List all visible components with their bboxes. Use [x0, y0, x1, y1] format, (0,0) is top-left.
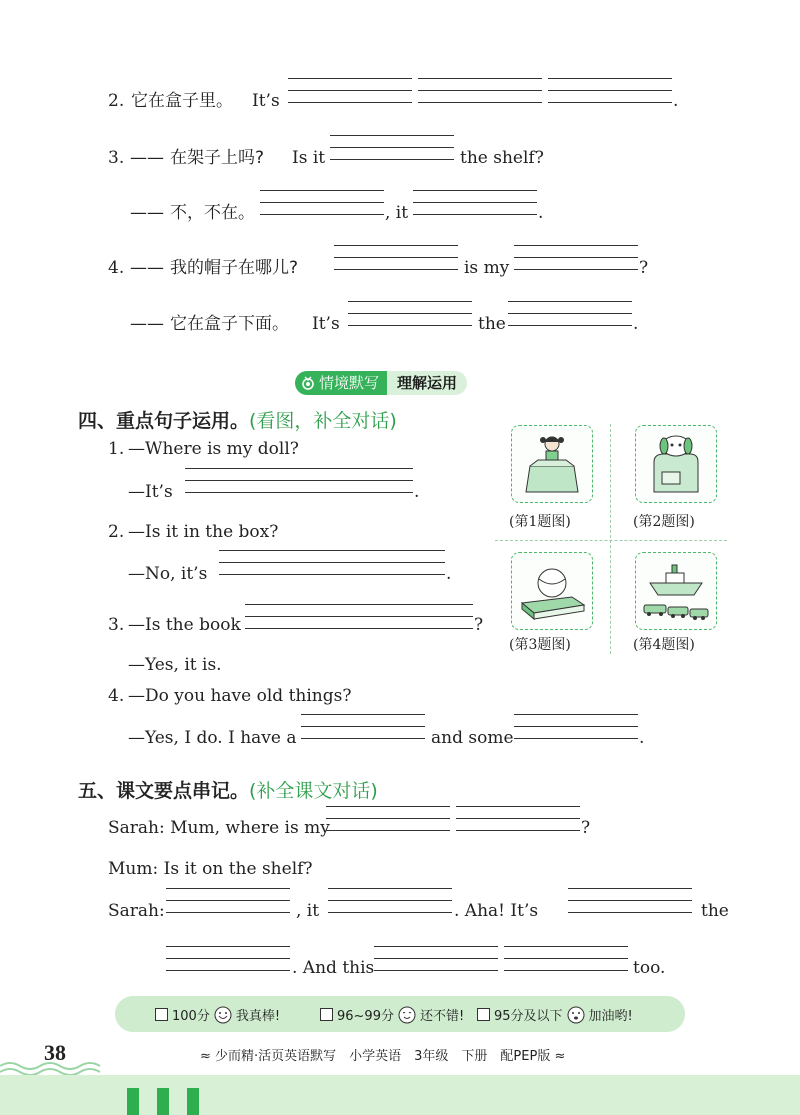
checkbox[interactable]: [155, 1008, 168, 1021]
q3-chinese1: 在架子上吗?: [170, 148, 265, 168]
score-96-99-label: 96~99分: [337, 1009, 394, 1024]
smile-face-icon: [398, 1006, 416, 1024]
q2-english: It’s: [252, 91, 280, 111]
s5-line3c: . Aha! It’s: [454, 901, 539, 921]
s4-q3-line2: —Yes, it is.: [128, 655, 222, 675]
s5-line2: Mum: Is it on the shelf?: [108, 859, 313, 879]
ball-book-icon: [512, 553, 592, 629]
caption-3: (第3题图): [509, 637, 571, 653]
section5-heading: [78, 776, 378, 803]
s5-line4a: . And this: [292, 958, 375, 978]
blank-s4-q4-2[interactable]: [514, 714, 638, 739]
q3-comma-it: , it: [385, 203, 409, 223]
s5-line3a: Sarah:: [108, 901, 165, 921]
happy-face-icon: [214, 1006, 232, 1024]
score-95-label: 95分及以下: [494, 1009, 563, 1024]
blank-s5-1[interactable]: [326, 806, 450, 831]
q2-chinese: 它在盒子里。: [131, 91, 233, 111]
s4-q3-num: 3.: [108, 615, 125, 635]
page-number: 38: [44, 1040, 66, 1065]
section4-hint: (看图，补全对话): [249, 410, 397, 432]
q4-chinese2: 它在盒子下面。: [170, 314, 289, 334]
checkbox[interactable]: [477, 1008, 490, 1021]
bottom-band: [0, 1075, 800, 1115]
s4-q1-line1: —Where is my doll?: [128, 439, 299, 459]
q2-num: 2.: [108, 91, 125, 111]
s4-q2-line2: —No, it’s: [128, 564, 208, 584]
blank-q2-2[interactable]: [418, 78, 542, 103]
score-option-95-below[interactable]: [477, 1005, 633, 1024]
checkbox[interactable]: [320, 1008, 333, 1021]
footer-text: ≈ 少而精·活页英语默写 小学英语 3年级 下册 配PEP版 ≈: [200, 1049, 566, 1064]
blank-q2-1[interactable]: [288, 78, 412, 103]
blank-s5-5[interactable]: [568, 888, 692, 913]
blank-s5-6[interactable]: [166, 946, 290, 971]
picture-dog-bag: [635, 425, 717, 503]
blank-s5-8[interactable]: [504, 946, 628, 971]
s5-line1-question-mark: ?: [581, 818, 591, 838]
s4-q3-question-mark: ?: [474, 615, 484, 635]
s4-q1-period: .: [414, 482, 420, 502]
s4-q2-num: 2.: [108, 522, 125, 542]
q2-period: .: [673, 91, 679, 111]
score-95-comment: 加油哟!: [588, 1009, 633, 1024]
q3-dash2: ——: [130, 203, 164, 223]
section5-hint: (补全课文对话): [249, 780, 378, 802]
blank-s5-4[interactable]: [328, 888, 452, 913]
section4-title: 四、重点句子运用。: [78, 410, 250, 432]
caption-4: (第4题图): [633, 637, 695, 653]
q4-english2b: the: [478, 314, 506, 334]
q3-period: .: [538, 203, 544, 223]
s5-line4b: too.: [633, 958, 666, 978]
s4-q4-num: 4.: [108, 686, 125, 706]
caption-1: (第1题图): [509, 514, 571, 530]
green-bar-3: [187, 1088, 199, 1115]
blank-s4-q2[interactable]: [219, 550, 445, 575]
q3-english1a: Is it: [292, 148, 326, 168]
s4-q4-line1: —Do you have old things?: [128, 686, 352, 706]
blank-s4-q1[interactable]: [185, 468, 413, 493]
blank-q4-1[interactable]: [334, 245, 458, 270]
caption-2: (第2题图): [633, 514, 695, 530]
green-bar-1: [127, 1088, 139, 1115]
s4-q2-line1: —Is it in the box?: [128, 522, 279, 542]
q4-question-mark: ?: [639, 258, 649, 278]
score-option-100[interactable]: [155, 1005, 280, 1024]
section-badge: [295, 371, 467, 395]
badge-left-label: 情境默写: [319, 374, 380, 392]
blank-s5-3[interactable]: [166, 888, 290, 913]
q3-english1b: the shelf?: [460, 148, 544, 168]
picture-boat-cars: [635, 552, 717, 630]
s4-q4-line2b: and some: [431, 728, 514, 748]
q4-period: .: [633, 314, 639, 334]
s5-line3b: , it: [296, 901, 320, 921]
blank-s5-7[interactable]: [374, 946, 498, 971]
score-100-label: 100分: [172, 1009, 210, 1024]
score-96-99-comment: 还不错!: [419, 1009, 465, 1024]
blank-q2-3[interactable]: [548, 78, 672, 103]
q4-english2a: It’s: [312, 314, 340, 334]
blank-q3-3[interactable]: [413, 190, 537, 215]
score-bar: [115, 996, 685, 1032]
picture-doll-in-box: [511, 425, 593, 503]
grid-divider-vertical: [610, 424, 611, 654]
blank-q4-2[interactable]: [514, 245, 638, 270]
blank-s5-2[interactable]: [456, 806, 580, 831]
doll-in-box-icon: [512, 426, 592, 502]
q3-chinese2: 不，不在。: [170, 203, 255, 223]
q3-dash1: ——: [130, 148, 164, 168]
grid-divider-horizontal: [495, 540, 727, 541]
section5-title: 五、课文要点串记。: [78, 780, 250, 802]
blank-s4-q4-1[interactable]: [301, 714, 425, 739]
q3-num: 3.: [108, 148, 125, 168]
score-100-comment: 我真棒!: [235, 1009, 281, 1024]
s4-q4-line2a: —Yes, I do. I have a: [128, 728, 297, 748]
q4-dash2: ——: [130, 314, 164, 334]
blank-s4-q3[interactable]: [245, 604, 473, 629]
blank-q3-1[interactable]: [330, 135, 454, 160]
blank-q4-3[interactable]: [348, 301, 472, 326]
s4-q1-num: 1.: [108, 439, 125, 459]
score-option-96-99[interactable]: [320, 1005, 464, 1024]
badge-right-label: 理解运用: [387, 371, 467, 395]
s4-q4-period: .: [639, 728, 645, 748]
s4-q3-line1: —Is the book: [128, 615, 241, 635]
section4-heading: [78, 406, 397, 433]
s4-q2-period: .: [446, 564, 452, 584]
q4-num: 4.: [108, 258, 125, 278]
green-bar-2: [157, 1088, 169, 1115]
blank-q4-4[interactable]: [508, 301, 632, 326]
medal-icon: [301, 376, 315, 390]
wave-decoration: [0, 1052, 110, 1076]
q4-english1: is my: [464, 258, 510, 278]
q4-dash1: ——: [130, 258, 164, 278]
s5-line3d: the: [701, 901, 729, 921]
s4-q1-line2: —It’s: [128, 482, 173, 502]
boat-cars-icon: [636, 553, 716, 629]
blank-q3-2[interactable]: [260, 190, 384, 215]
picture-ball-on-book: [511, 552, 593, 630]
badge-left: [295, 371, 387, 395]
cheer-face-icon: [567, 1006, 585, 1024]
q4-chinese1: 我的帽子在哪儿?: [170, 258, 299, 278]
dog-bag-icon: [636, 426, 716, 502]
s5-line1a: Sarah: Mum, where is my: [108, 818, 330, 838]
